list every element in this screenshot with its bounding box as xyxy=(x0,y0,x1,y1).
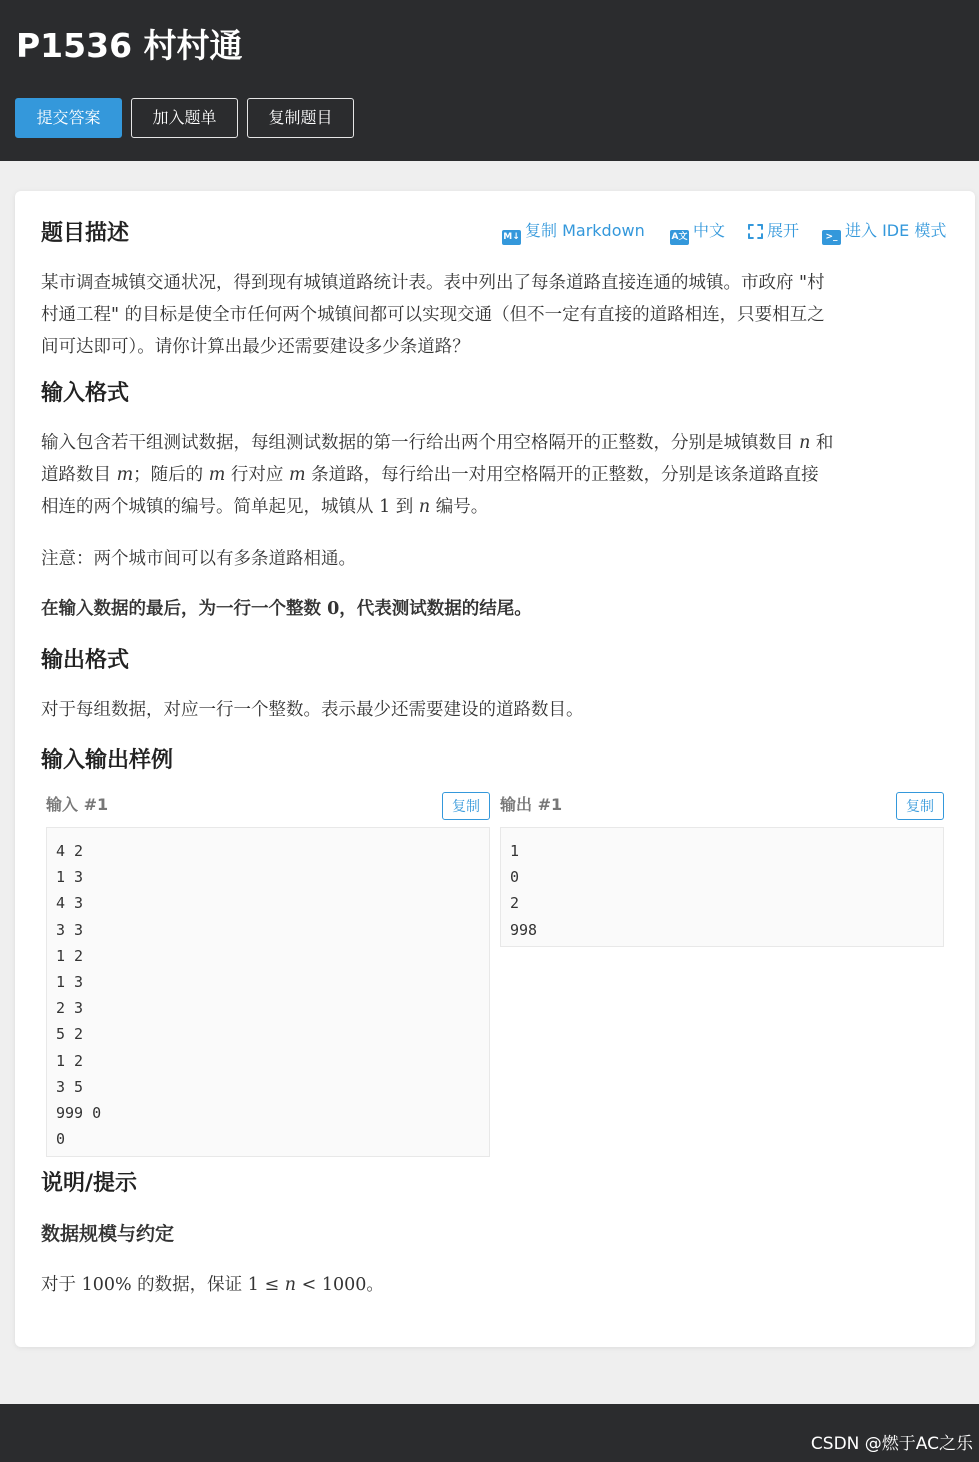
text-fragment: ，代表测试数据的结尾。 xyxy=(339,599,532,619)
math-n: n xyxy=(418,497,431,517)
terminal-icon: >_ xyxy=(822,230,841,245)
add-to-list-button[interactable]: 加入题单 xyxy=(131,98,238,138)
page-title: P1536 村村通 xyxy=(16,26,243,65)
text-fragment: 编号。 xyxy=(430,497,489,517)
math-zero: 0 xyxy=(327,599,340,619)
math-m: m xyxy=(288,465,306,485)
watermark: CSDN @燃于AC之乐 xyxy=(810,1434,973,1454)
text-fragment: 相连的两个城镇的编号。简单起见，城镇从 xyxy=(41,497,380,517)
text-fragment: 条道路，每行给出一对用空格隔开的正整数，分别是该条道路直接 xyxy=(305,465,819,485)
samples-heading: 输入输出样例 xyxy=(41,748,174,773)
input-note: 注意：两个城市间可以有多条道路相通。 xyxy=(41,549,356,569)
description-line: 某市调查城镇交通状况，得到现有城镇道路统计表。表中列出了每条道路直接连通的城镇。市政府 "村 xyxy=(41,273,825,293)
math-le: ≤ xyxy=(264,1275,280,1295)
input-format-text xyxy=(41,427,947,523)
sample-input-label: 输入 #1 xyxy=(46,795,109,814)
copy-output-button[interactable]: 复制 xyxy=(896,792,944,820)
description-line: 间可达即可）。请你计算出最少还需要建设多少条道路？ xyxy=(41,337,470,357)
text-fragment: 的数据，保证 xyxy=(131,1275,248,1295)
ide-mode-label: 进入 IDE 模式 xyxy=(845,221,947,240)
math-percent: 100% xyxy=(81,1275,132,1295)
sample-output-block[interactable]: 1 0 2 998 xyxy=(500,827,944,947)
math-n: n xyxy=(799,433,811,453)
text-fragment: 。 xyxy=(366,1275,384,1295)
copy-markdown-label: 复制 Markdown xyxy=(525,221,645,240)
text-fragment: 和 xyxy=(810,433,834,453)
hint-subheading: 数据规模与约定 xyxy=(41,1223,175,1245)
text-fragment: 对于 xyxy=(41,1275,82,1295)
ide-mode-link[interactable] xyxy=(822,219,946,245)
math-m: m xyxy=(208,465,226,485)
hint-heading: 说明/提示 xyxy=(41,1171,138,1196)
text-fragment: 输入包含若干组测试数据，每组测试数据的第一行给出两个用空格隔开的正整数，分别是城镇数目 xyxy=(41,433,800,453)
math-thousand: 1000 xyxy=(321,1275,367,1295)
problem-card xyxy=(15,191,975,1347)
copy-input-button[interactable]: 复制 xyxy=(442,792,490,820)
input-format-heading: 输入格式 xyxy=(41,381,130,406)
expand-link[interactable] xyxy=(748,219,799,243)
language-link[interactable] xyxy=(670,219,725,245)
problem-header xyxy=(0,0,979,161)
text-fragment: 道路数目 xyxy=(41,465,117,485)
sample-input-block[interactable]: 4 2 1 3 4 3 3 3 1 2 1 3 2 3 5 2 1 2 3 5 999 0 0 xyxy=(46,827,490,1157)
expand-label: 展开 xyxy=(767,221,800,240)
expand-icon xyxy=(748,224,763,239)
language-label: 中文 xyxy=(693,221,726,240)
description-line: 村通工程" 的目标是使全市任何两个城镇间都可以实现交通（但不一定有直接的道路相连，只要相互之 xyxy=(41,305,825,325)
problem-toolbar xyxy=(15,219,975,243)
hint-text xyxy=(41,1269,947,1301)
math-m: m xyxy=(116,465,134,485)
math-lt: < xyxy=(301,1275,317,1295)
description-heading: 题目描述 xyxy=(41,221,130,246)
text-fragment: 到 xyxy=(390,497,419,517)
text-fragment: 行对应 xyxy=(225,465,289,485)
math-n: n xyxy=(284,1275,296,1295)
copy-problem-button[interactable]: 复制题目 xyxy=(247,98,354,138)
math-one: 1 xyxy=(247,1275,259,1295)
output-format-heading: 输出格式 xyxy=(41,648,130,673)
copy-markdown-link[interactable] xyxy=(502,219,645,245)
text-fragment: 在输入数据的最后，为一行一个整数 xyxy=(41,599,328,619)
translate-icon: A文 xyxy=(670,230,689,245)
sample-output-label: 输出 #1 xyxy=(500,795,563,814)
input-end-note xyxy=(41,593,947,625)
description-text xyxy=(41,267,947,363)
submit-answer-button[interactable]: 提交答案 xyxy=(15,98,122,138)
math-one: 1 xyxy=(379,497,391,517)
output-format-text: 对于每组数据，对应一行一个整数。表示最少还需要建设的道路数目。 xyxy=(41,700,584,720)
text-fragment: ；随后的 xyxy=(133,465,209,485)
markdown-icon: M↓ xyxy=(502,230,521,245)
